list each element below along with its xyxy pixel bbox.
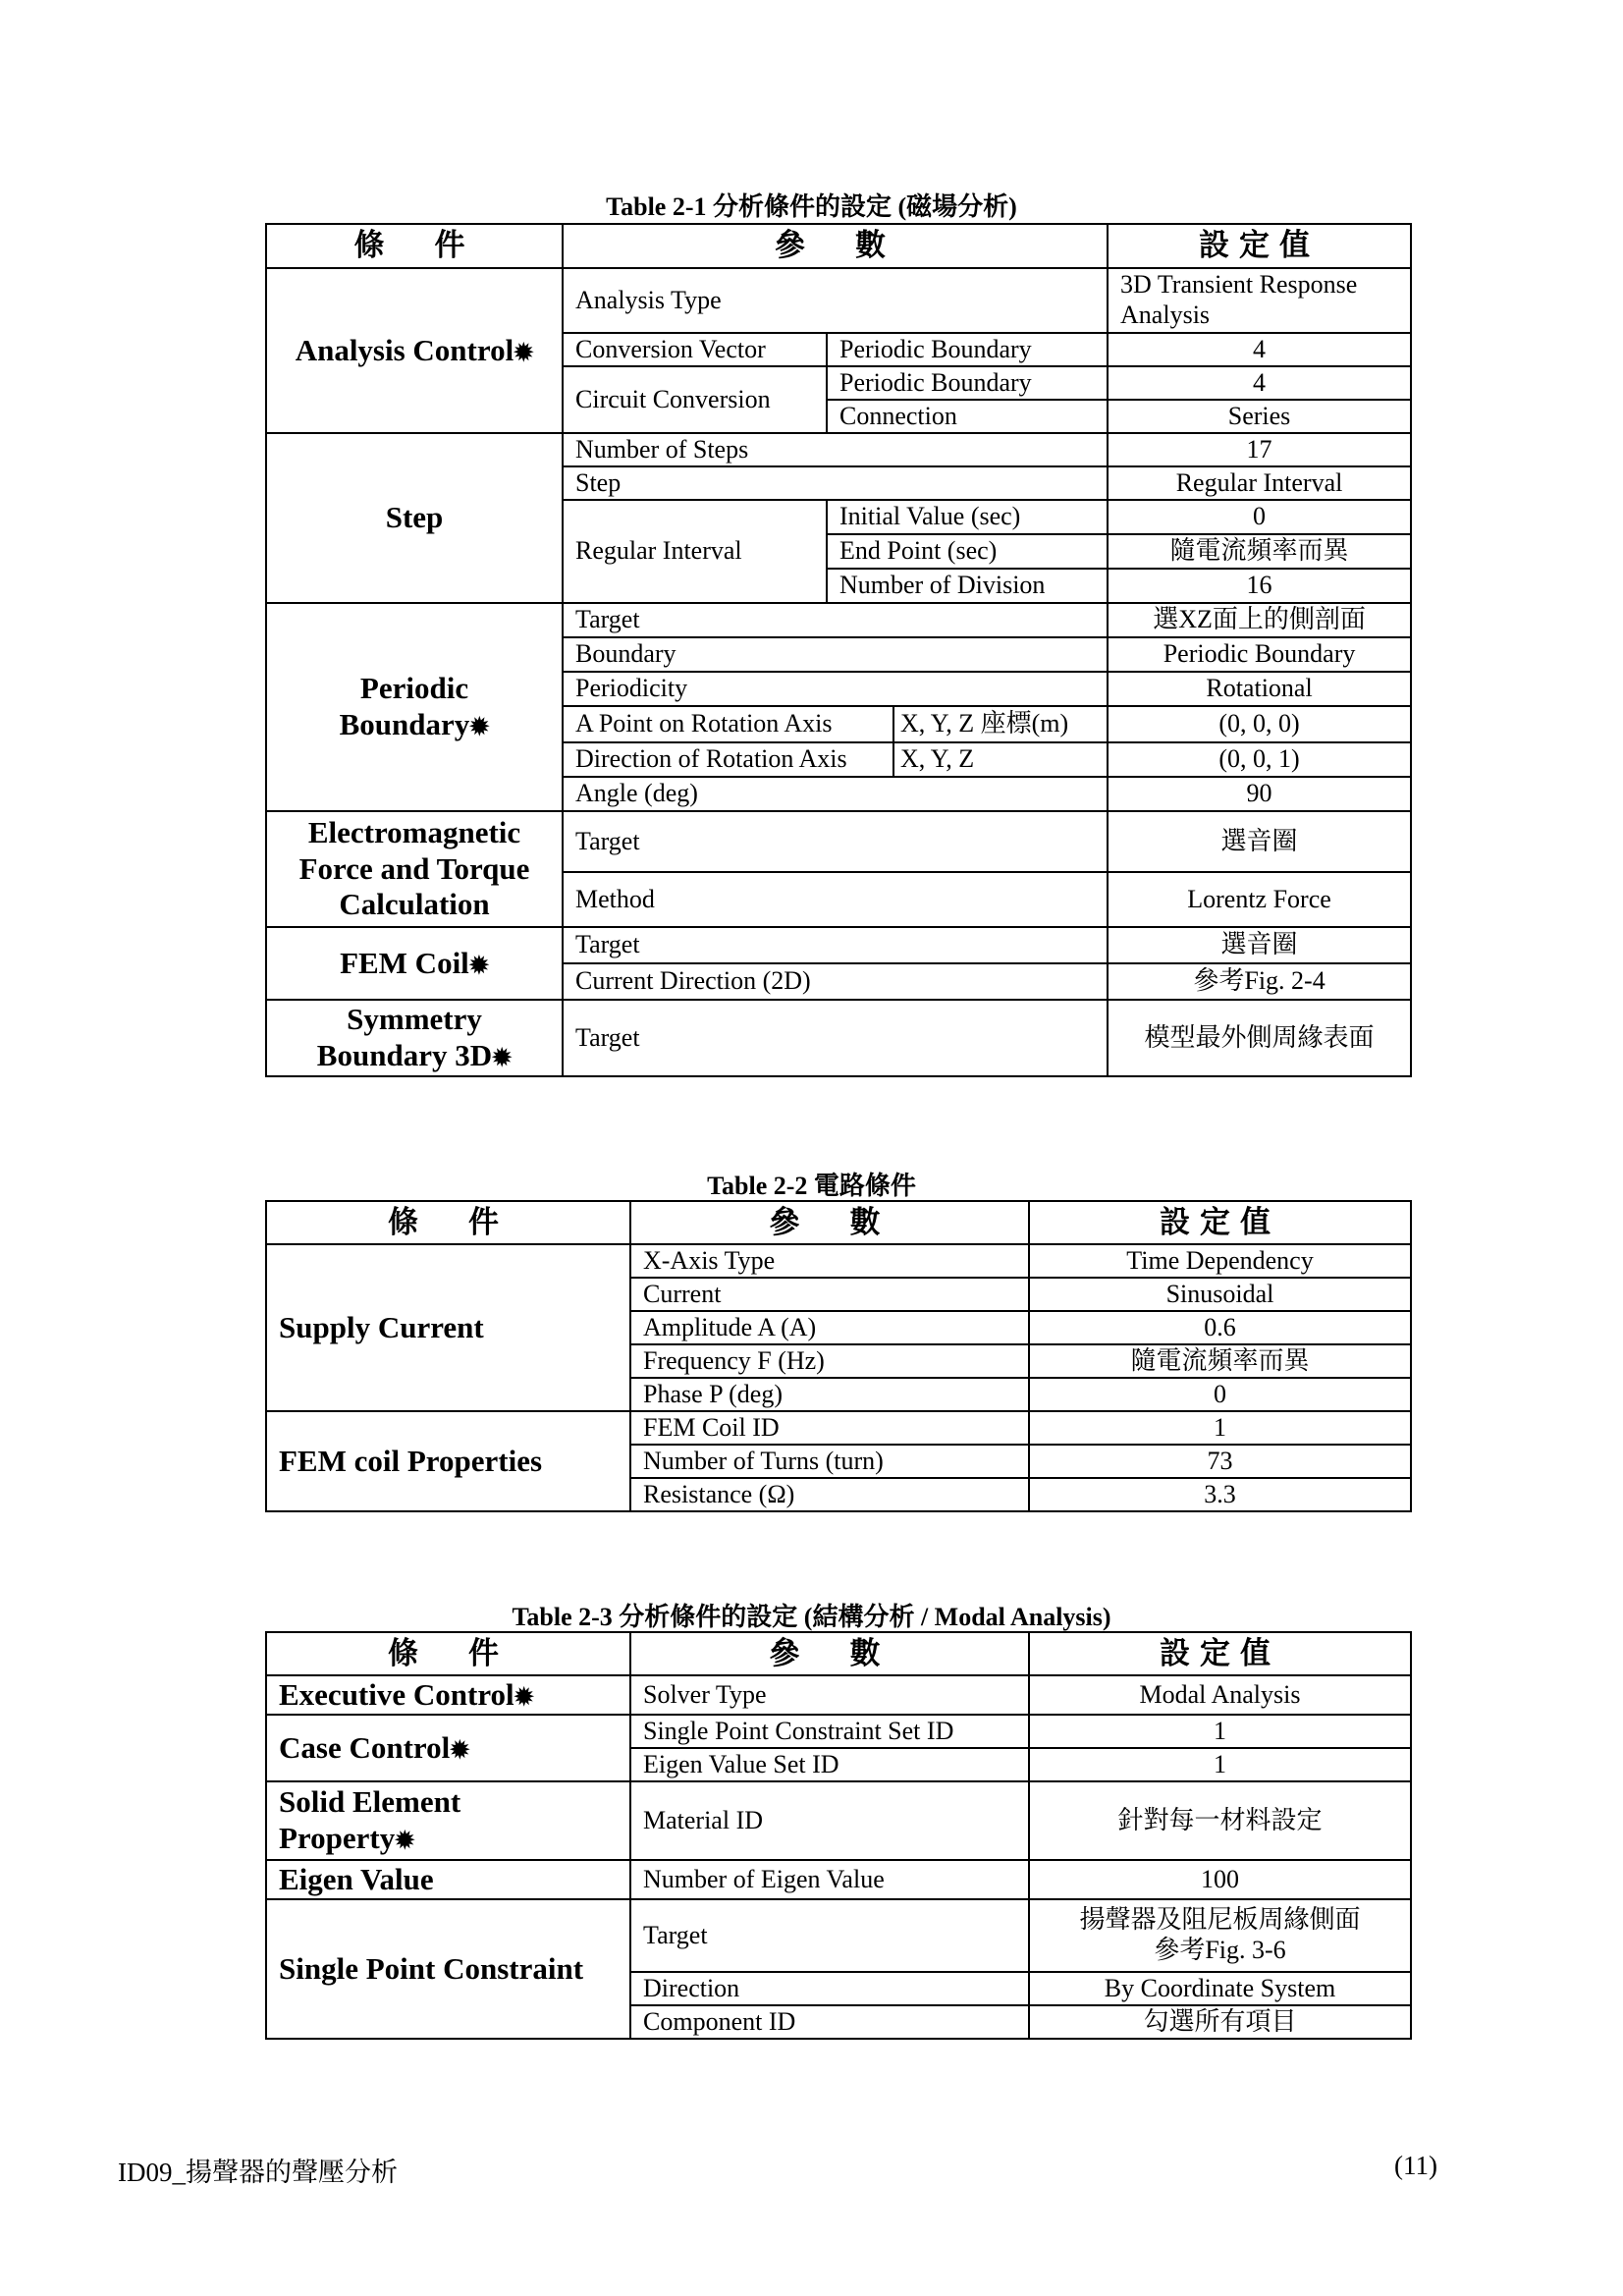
sub-param-cell: Periodic Boundary [827, 366, 1108, 400]
param-cell: Component ID [630, 2005, 1029, 2039]
table-2-1 [265, 223, 1412, 1077]
header-condition: 條 件 [266, 1201, 630, 1244]
value-cell: Sinusoidal [1029, 1278, 1411, 1311]
value-cell: 0 [1108, 500, 1411, 534]
table-2-3 [265, 1631, 1412, 2040]
sub-param-cell: Number of Division [827, 569, 1108, 603]
sub-param-cell: Periodic Boundary [827, 333, 1108, 366]
group-fem-coil: FEM Coil✹ [266, 927, 563, 1000]
diamond-marker-icon: ✹ [514, 1684, 534, 1711]
value-cell: 1 [1029, 1715, 1411, 1748]
table-row [266, 1860, 1411, 1899]
table-row [266, 1244, 1411, 1278]
header-setting: 設定值 [1029, 1632, 1411, 1675]
sub-param-cell: Connection [827, 400, 1108, 433]
table-header-row [266, 224, 1411, 268]
diamond-marker-icon: ✹ [492, 1046, 513, 1071]
header-parameter: 參 數 [563, 224, 1108, 268]
header-parameter: 參 數 [630, 1201, 1029, 1244]
group-eigen-value: Eigen Value [266, 1860, 630, 1899]
param-cell: Regular Interval [563, 500, 827, 603]
group-periodic-boundary: Periodic Boundary✹ [266, 603, 563, 811]
value-cell: 17 [1108, 433, 1411, 466]
group-fem-coil-properties: FEM coil Properties [266, 1411, 630, 1511]
sub-param-cell: Initial Value (sec) [827, 500, 1108, 534]
value-cell: 0 [1029, 1378, 1411, 1411]
header-condition: 條 件 [266, 1632, 630, 1675]
value-cell: Rotational [1108, 672, 1411, 706]
group-solid-element: Solid Element Property✹ [266, 1781, 630, 1860]
group-analysis-control: Analysis Control✹ [266, 268, 563, 433]
param-cell: Target [630, 1899, 1029, 1972]
param-cell: Direction of Rotation Axis [563, 742, 893, 777]
header-setting: 設定值 [1029, 1201, 1411, 1244]
group-step: Step [266, 433, 563, 603]
table-header-row [266, 1632, 1411, 1675]
value-cell: 隨電流頻率而異 [1108, 534, 1411, 569]
param-cell: Amplitude A (A) [630, 1311, 1029, 1344]
value-cell: 選音圈 [1108, 811, 1411, 872]
diamond-marker-icon: ✹ [514, 340, 534, 366]
value-cell: 4 [1108, 366, 1411, 400]
diamond-marker-icon: ✹ [468, 953, 489, 979]
param-cell: Material ID [630, 1781, 1029, 1860]
param-cell: Frequency F (Hz) [630, 1344, 1029, 1378]
value-cell: 16 [1108, 569, 1411, 603]
table-2-1-caption: Table 2-1 分析條件的設定 (磁場分析) [606, 192, 1017, 221]
param-cell: Current [630, 1278, 1029, 1311]
table-2-2 [265, 1200, 1412, 1512]
table-2-2-caption: Table 2-2 電路條件 [707, 1172, 916, 1200]
sub-param-cell: X, Y, Z 座標(m) [893, 706, 1108, 742]
value-cell: 針對每一材料設定 [1029, 1781, 1411, 1860]
param-cell: Single Point Constraint Set ID [630, 1715, 1029, 1748]
param-cell: Circuit Conversion [563, 366, 827, 433]
table-row [266, 603, 1411, 637]
group-supply-current: Supply Current [266, 1244, 630, 1411]
param-cell: Solver Type [630, 1675, 1029, 1715]
value-cell: 選音圈 [1108, 927, 1411, 963]
param-cell: Direction [630, 1972, 1029, 2005]
table-2-3-caption: Table 2-3 分析條件的設定 (結構分析 / Modal Analysis) [512, 1603, 1111, 1631]
header-condition: 條 件 [266, 224, 563, 268]
table-row [266, 1000, 1411, 1076]
value-cell: Regular Interval [1108, 466, 1411, 500]
value-cell: 4 [1108, 333, 1411, 366]
header-setting: 設定值 [1108, 224, 1411, 268]
param-cell: Number of Eigen Value [630, 1860, 1029, 1899]
value-cell: 3.3 [1029, 1478, 1411, 1511]
value-cell: 參考Fig. 2-4 [1108, 963, 1411, 1000]
param-cell: X-Axis Type [630, 1244, 1029, 1278]
value-cell: 模型最外側周緣表面 [1108, 1000, 1411, 1076]
table-row [266, 1715, 1411, 1748]
diamond-marker-icon: ✹ [469, 715, 490, 740]
param-cell: Target [563, 603, 1108, 637]
value-cell: 3D Transient Response Analysis [1108, 268, 1411, 333]
diamond-marker-icon: ✹ [395, 1829, 415, 1854]
value-cell: Modal Analysis [1029, 1675, 1411, 1715]
table-row [266, 927, 1411, 963]
param-cell: Number of Steps [563, 433, 1108, 466]
param-cell: Method [563, 872, 1108, 927]
value-cell: By Coordinate System [1029, 1972, 1411, 2005]
value-cell: 隨電流頻率而異 [1029, 1344, 1411, 1378]
footer-document-title: ID09_揚聲器的聲壓分析 [118, 2158, 398, 2187]
table-row [266, 268, 1411, 333]
value-cell: 勾選所有項目 [1029, 2005, 1411, 2039]
param-cell: A Point on Rotation Axis [563, 706, 893, 742]
footer-page-number: (11) [1394, 2151, 1437, 2180]
param-cell: Boundary [563, 637, 1108, 672]
value-cell: (0, 0, 1) [1108, 742, 1411, 777]
param-cell: Resistance (Ω) [630, 1478, 1029, 1511]
table-header-row [266, 1201, 1411, 1244]
table-row [266, 1899, 1411, 1972]
value-cell: 1 [1029, 1411, 1411, 1445]
value-cell: Periodic Boundary [1108, 637, 1411, 672]
param-cell: Target [563, 1000, 1108, 1076]
param-cell: FEM Coil ID [630, 1411, 1029, 1445]
table-row [266, 811, 1411, 872]
param-cell: Target [563, 811, 1108, 872]
value-cell: 90 [1108, 777, 1411, 811]
param-cell: Number of Turns (turn) [630, 1445, 1029, 1478]
value-cell: Time Dependency [1029, 1244, 1411, 1278]
param-cell: Phase P (deg) [630, 1378, 1029, 1411]
param-cell: Analysis Type [563, 268, 1108, 333]
diamond-marker-icon: ✹ [450, 1737, 470, 1764]
sub-param-cell: End Point (sec) [827, 534, 1108, 569]
table-row [266, 433, 1411, 466]
sub-param-cell: X, Y, Z [893, 742, 1108, 777]
table-row [266, 1781, 1411, 1860]
value-cell: 1 [1029, 1748, 1411, 1781]
value-cell: 100 [1029, 1860, 1411, 1899]
group-case-control: Case Control✹ [266, 1715, 630, 1781]
value-cell: 0.6 [1029, 1311, 1411, 1344]
value-cell: Lorentz Force [1108, 872, 1411, 927]
table-row [266, 1675, 1411, 1715]
param-cell: Angle (deg) [563, 777, 1108, 811]
value-cell: Series [1108, 400, 1411, 433]
table-row [266, 1411, 1411, 1445]
param-cell: Step [563, 466, 1108, 500]
header-parameter: 參 數 [630, 1632, 1029, 1675]
group-executive-control: Executive Control✹ [266, 1675, 630, 1715]
value-cell: 73 [1029, 1445, 1411, 1478]
param-cell: Eigen Value Set ID [630, 1748, 1029, 1781]
group-em-force: Electromagnetic Force and Torque Calculation [266, 811, 563, 927]
param-cell: Current Direction (2D) [563, 963, 1108, 1000]
group-single-point-constraint: Single Point Constraint [266, 1899, 630, 2039]
value-cell: 揚聲器及阻尼板周緣側面 參考Fig. 3-6 [1029, 1899, 1411, 1972]
group-symmetry: Symmetry Boundary 3D✹ [266, 1000, 563, 1076]
param-cell: Target [563, 927, 1108, 963]
param-cell: Periodicity [563, 672, 1108, 706]
param-cell: Conversion Vector [563, 333, 827, 366]
value-cell: 選XZ面上的側剖面 [1108, 603, 1411, 637]
value-cell: (0, 0, 0) [1108, 706, 1411, 742]
